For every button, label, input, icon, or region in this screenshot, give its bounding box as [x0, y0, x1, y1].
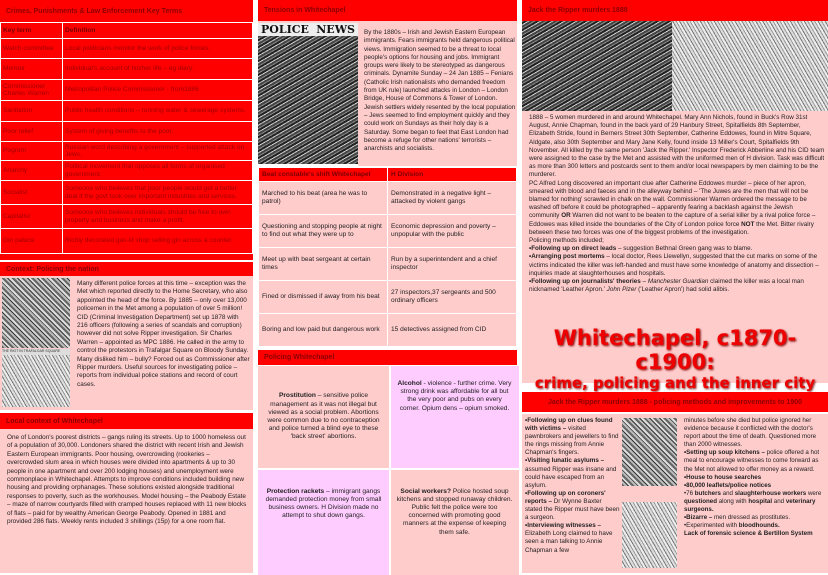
method-label: •Setting up soup kitchens – — [684, 449, 765, 457]
key-term-row — [1, 39, 253, 59]
policing-header — [258, 350, 517, 365]
police-street-image — [622, 502, 677, 568]
not-emphasis: NOT — [741, 220, 755, 228]
tensions-header — [258, 0, 517, 21]
title-line-1: Whitechapel, c1870-c1900: — [553, 326, 797, 374]
col-beat-constable: Beat constable's shift Whitechapel — [259, 168, 388, 182]
key-terms-title: Crimes, Punishments & Law Enforcement Key Terms — [6, 7, 183, 15]
key-term-definition: System of giving benefits to the poor. — [63, 122, 253, 142]
ripper-header — [522, 0, 828, 21]
beat-constable-duty: Questioning and stopping people at night to find out what they were up to — [259, 215, 388, 248]
or-emphasis: OR — [561, 212, 571, 220]
newspaper-name: Manchester Guardian — [647, 278, 709, 286]
police-news-image — [258, 23, 358, 166]
beat-row — [259, 248, 517, 281]
method-asylums — [525, 457, 620, 489]
method-coroners — [525, 490, 620, 522]
key-term-row — [1, 122, 253, 142]
riot-caption: THE RIOT IN TRAFALGAR SQUARE — [2, 349, 70, 355]
method-label: •Following up on coroners' reports – — [525, 489, 606, 505]
method-text: claimed the killer was a local man nicknamed 'Leather Apron.' — [529, 278, 804, 294]
method-text: police offered a hot meal to encourage witnesses to come forward as the Met not allowed to offer money as a reward. — [684, 449, 820, 473]
methods-header — [522, 392, 828, 412]
method-text: assumed Ripper was insane and could have escaped from an asylum. — [525, 465, 617, 489]
method-label: •Arranging post mortems — [529, 253, 605, 261]
method-label: •Interviewing witnesses – — [525, 522, 602, 530]
h-division-fact: Economic depression and poverty – unpopular with the public — [388, 215, 517, 248]
context-text: Many different police forces at this time – exception was the Met which reported directly to the Home Secretary, who also appointed the head of the force. By 1885 – only over 13,000 policemen in the Met among a population of over 5 million! CID (Criminal Investigation Department) set up 1878 with 216 officers (following a series of scandals and corruption) however did not solve Ripper investigation. Sir Charles Warren – appointed as MPC 1886. He called in the army to control the protestors in Trafalgar Square on Bloody Sunday. Many disliked him – bully? Forced out as Commissioner after Ripper murders. Useful sources for investigating police – reports from individual police stations and record of court cases. — [77, 280, 250, 388]
policing-protection-rackets — [258, 470, 389, 575]
prostitution-text: – sensitive police management as it was not illegal but viewed as a social problem. Abortions were common due to no contraception and police turned a blind eye to these 'back street' abortions. — [267, 392, 380, 441]
methods-right-text — [684, 417, 826, 538]
masthead-left: POLICE — [261, 23, 309, 36]
local-context-header — [0, 413, 253, 429]
policing-social-workers — [391, 470, 519, 575]
key-term: Commissioner Charles Warren — [1, 80, 63, 101]
method-text: – suggestion Bethnal Green gang was to blame. — [616, 245, 753, 253]
local-context-title: Local context of Whitechapel — [6, 417, 103, 425]
key-term: Anarchy — [1, 161, 63, 181]
method-post-mortems — [529, 253, 825, 278]
beat-row — [259, 314, 517, 347]
alcohol-label: Alcohol — [397, 380, 422, 387]
policing-prostitution — [258, 366, 389, 468]
key-term: Watch committee — [1, 39, 63, 59]
methods-intro: Policing methods included; — [529, 237, 604, 245]
ripper-panel — [522, 21, 828, 392]
methods-title: Jack the Ripper murders 1888 - policing methods and improvements to 1900 — [547, 398, 803, 406]
key-term: Capitalist — [1, 205, 63, 229]
key-term-definition: Someone who believes individuals should be free to own property and business and make a profit. — [63, 205, 253, 229]
key-term-row — [1, 161, 253, 181]
key-term-row — [1, 229, 253, 254]
person-name: John Pizer — [606, 286, 637, 294]
police-news-masthead — [258, 23, 358, 36]
col-definition: Definition — [63, 23, 253, 39]
method-journalists — [529, 278, 825, 294]
h-division-fact: 15 detectives assigned from CID — [388, 314, 517, 347]
context-title: Context: Policing the nation — [6, 265, 99, 273]
key-terms-table — [0, 22, 253, 260]
key-term-definition: Local politicians monitor the work of police forces. — [63, 39, 253, 59]
key-term: Gin palace — [1, 229, 63, 254]
method-direct-leads — [529, 245, 825, 253]
ripper-title: Jack the Ripper murders 1888 — [528, 7, 628, 14]
key-term-row — [1, 59, 253, 80]
key-term-definition: Public health conditions – running water & sewerage systems. — [63, 101, 253, 122]
key-term-definition: Metropolitan Police Commissioner - from1886 — [63, 80, 253, 101]
ripper-rivalry-end: the Met. Bitter rivalry between these two forces was one of the biggest problems of the investigation. — [529, 220, 814, 236]
policeman-lantern-image — [522, 21, 672, 111]
ripper-victims-text: 1888 – 5 women murdered in and around Whitechapel. Mary Ann Nichols, found in Buck's Row 31st August, Annie Chapman, found in the back yard of 29 Hanbury Street, Spitalfields 8th September, Elizabeth Stride, found in Berners Street 30th September, Catherine Eddowes, found in Mitre Square, Aldgate, also 30th September and Mary Jane Kelly, found inside 13 Miller's Court, Spitalfields 9th November. All killed by the same person 'Jack the Ripper.' Inspector Frederick Abberline and his CID team were assigned to the case by the Met and assisted with the uniformed men of H division. Task was difficult as more than 300 letters and postcards sent to them and/or local newspapers by men claiming to be the murderer. — [529, 114, 825, 179]
key-terms-header — [0, 0, 253, 22]
policing-grid — [258, 366, 517, 573]
method-label: •Following up on clues found with victims – — [525, 417, 613, 433]
trafalgar-riot-image — [2, 349, 70, 407]
method-bloodhounds: •Experimented with bloodhounds. — [684, 522, 780, 530]
key-term-definition: Individual's account of his/her life – eg diary. — [63, 59, 253, 80]
social-workers-text: Police hosted soup kitchens and stopped runaway children. Public felt the police were too concerned with promoting good manners at the expense of keeping them safe. — [396, 487, 513, 536]
poster-title — [522, 326, 828, 392]
methods-left-text — [525, 417, 620, 555]
local-context-text: One of London's poorest districts – gangs ruling its streets. Up to 1000 homeless out of a population of 30,000. Londoners shared the district with recent Irish and Jewish Eastern European immigrants. Poor housing, overcrowding (rookeries – overcrowded slum area in which houses were divided into apartments & up to 30 people in one apartment and over 200 lodging houses) and unemployment were commonplace in Whitechapel. Attempts to improve conditions included building new housing and providing orphanages. These solutions existed alongside traditional responses to poverty, such as the workhouses. Model housing – the Peabody Estate – maze of narrow courtyards filled with cramped houses replaced with 11 new blocks of flats – paid for by wealthy American George Peabody. Opened in 1881 and provided 286 flats. Weekly rents included 3 shillings (15p) for a one room flat. — [7, 434, 247, 526]
social-workers-label: Social workers? — [400, 487, 451, 495]
context-panel — [0, 276, 253, 410]
key-term-row — [1, 80, 253, 101]
method-text: visited pawnbrokers and jewellers to find the rings missing from Annie Chapman's fingers. — [525, 425, 619, 457]
protection-text: – immigrant gangs demanded protection money from small business owners. H Division made no attempt to shut down gangs. — [265, 487, 382, 520]
key-term-definition: Someone who believes that poor people would get a better deal if the govt took over important industries and services. — [63, 181, 253, 205]
method-butchers: •76 butchers and slaughterhouse workers were questioned along with hospital and veterinary surgeons. — [684, 489, 822, 514]
warren-portrait-image — [2, 278, 70, 348]
key-term: Sanitation — [1, 101, 63, 122]
local-context-panel — [0, 429, 253, 573]
method-soup-kitchens — [684, 449, 826, 473]
tensions-title: Tensions in Whitechapel — [264, 7, 346, 14]
h-division-fact: Run by a superintendent and a chief inspector — [388, 248, 517, 281]
protection-label: Protection rackets — [266, 487, 325, 495]
beat-constable-table — [258, 167, 517, 347]
ripper-rivalry-text: Warren did not want to be beaten to the capture of a serial killer by a rival police force – Eddowes was killed inside the boundaries of the City of London police force — [529, 212, 816, 228]
forensic-note: Lack of forensic science & Bertillon System — [684, 530, 813, 538]
method-witnesses — [525, 522, 620, 554]
beat-row — [259, 281, 517, 314]
key-term: Pogrom — [1, 142, 63, 161]
bloodhounds-image — [672, 21, 828, 111]
police-arrest-image — [622, 418, 677, 486]
method-bizarre: •Bizarre – men dressed as prostitutes. — [684, 514, 791, 522]
method-house-searches: •House to house searches — [684, 473, 762, 481]
methods-panel — [522, 414, 828, 573]
alcohol-text: - violence - further crime. Very strong drink was affordable for all but the very poor and pubs on every corner. Opium dens – opium smoked. — [399, 380, 512, 412]
masthead-right: NEWS — [316, 23, 355, 36]
key-term-definition: Russian word describing a government – supported attack on Jews. — [63, 142, 253, 161]
method-text: ('Leather Apron') had solid alibis. — [636, 286, 730, 294]
method-text: Elizabeth Long claimed to have seen a man talking to Annie Chapman a few — [525, 530, 613, 554]
col-h-division: H Division — [388, 168, 517, 182]
key-term-definition: Political movement that opposes all forms of organised government. — [63, 161, 253, 181]
method-label: •Visiting lunatic asylums – — [525, 457, 605, 465]
key-terms-head-row — [1, 23, 253, 39]
beat-row — [259, 182, 517, 215]
method-label: •Following up on journalists' theories — [529, 278, 641, 286]
h-division-fact: 27 inspectors,37 sergeants and 500 ordinary officers — [388, 281, 517, 314]
method-text: – — [640, 278, 648, 286]
tensions-text: By the 1880s – Irish and Jewish Eastern European immigrants. Fears immigrants held dangerous political views. Immigration seemed to be a threat to local people's options for housing and jobs. Immigrant groups were likely to be stereotyped as dangerous criminals. Dynamite Sunday – 24 Jan 1885 – Fenians (Catholic Irish nationalists who demanded freedom from UK rule) launched attacks in London – London Bridge, House of Commons & Tower of London. Jewish settlers widely resented by the local population – Jews seemed to find employment quickly and they could work on Sundays as their holy day is a Saturday. Some began to feel that East London had become a refuge for other nations' terrorists – anarchists and socialists. — [364, 29, 516, 153]
ripper-clue-text: PC Alfred Long discovered an important clue after Catherine Eddowes murder – piece of her apron, smeared with blood and faeces and in the alleyway behind – 'The Juwes are the men that will not be blamed for nothing' scrawled in chalk on the wall. Commissioner Warren ordered the message to be washed off before it could be photographed – apparently fearing a backlash against the Jewish community — [529, 179, 809, 220]
prostitution-label: Prostitution — [278, 392, 316, 400]
key-term-definition: Richly decorated gas-lit shop selling gin across a counter. — [63, 229, 253, 254]
policing-title: Policing Whitechapel — [264, 354, 335, 361]
method-clues — [525, 417, 620, 457]
tensions-panel — [258, 21, 517, 166]
context-header — [0, 262, 253, 276]
beat-head-row — [259, 168, 517, 182]
method-label: •Following up on direct leads — [529, 245, 617, 253]
title-line-2: crime, policing and the inner city — [534, 374, 816, 392]
col-key-term: Key term — [1, 23, 63, 39]
beat-constable-duty: Boring and low paid but dangerous work — [259, 314, 388, 347]
key-term-row — [1, 181, 253, 205]
key-term: Socialist — [1, 181, 63, 205]
policing-alcohol — [391, 366, 519, 468]
ripper-text — [529, 114, 825, 294]
beat-row — [259, 215, 517, 248]
key-term-row — [1, 142, 253, 161]
method-text: – local doctor, Rees Llewellyn, suggested that the cut marks on some of the victims indicated the killer was left-handed and must have some knowledge of anatomy and dissection – inquiries made at slaughterhouses and hospitals. — [529, 253, 819, 277]
beat-constable-duty: Marched to his beat (area he was to patrol) — [259, 182, 388, 215]
beat-constable-duty: Fined or dismissed if away from his beat — [259, 281, 388, 314]
key-term-row — [1, 101, 253, 122]
key-term-row — [1, 205, 253, 229]
witness-text: minutes before she died but police ignored her evidence because it conflicted with the doctor's report about the time of death. Questioned more than 2000 witnesses. — [684, 417, 817, 449]
h-division-fact: Demonstrated in a negative light – attacked by violent gangs — [388, 182, 517, 215]
key-term: Poor relief — [1, 122, 63, 142]
beat-constable-duty: Meet up with beat sergeant at certain times — [259, 248, 388, 281]
method-leaflets: •80,000 leaflets/police notices — [684, 481, 772, 489]
key-term: Memoir — [1, 59, 63, 80]
method-text: Dr Wynne Baxter stated the Ripper must have been a surgeon. — [525, 497, 620, 522]
